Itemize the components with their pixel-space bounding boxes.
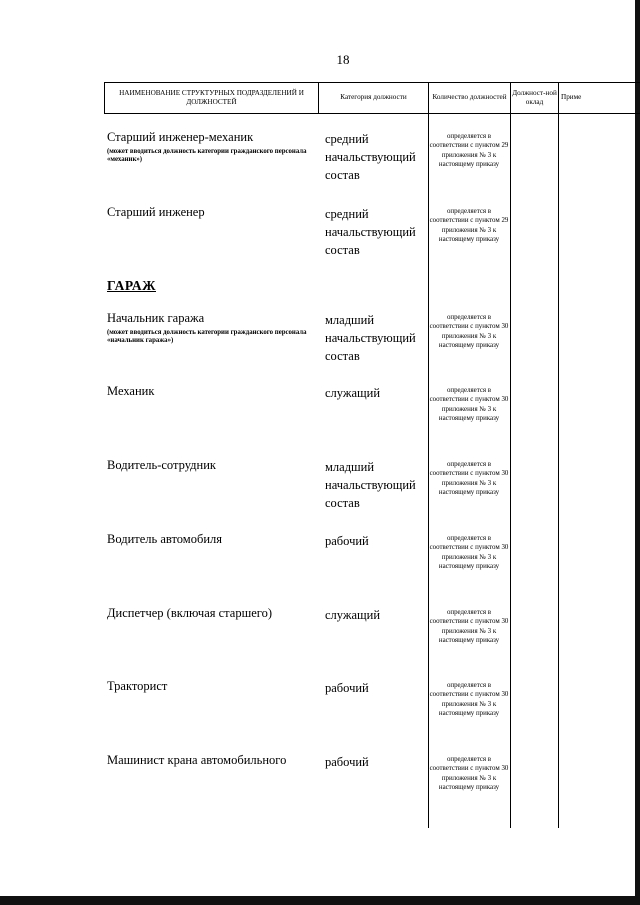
position-category: рабочий (325, 681, 369, 695)
position-category: рабочий (325, 534, 369, 548)
position-title: Старший инженер-механик (107, 130, 254, 144)
position-name (107, 458, 319, 474)
position-quantity: определяется в соответствии с пунктом 29 приложения № 3 к настоящему приказу (429, 133, 509, 168)
position-name (107, 753, 319, 769)
position-title: Старший инженер (107, 205, 205, 219)
scan-edge-bottom (0, 896, 640, 905)
position-category: младший начальствующий состав (325, 460, 416, 511)
position-title: Диспетчер (включая старшего) (107, 606, 272, 620)
position-quantity: определяется в соответствии с пунктом 30 приложения № 3 к настоящему приказу (429, 387, 509, 422)
position-category: служащий (325, 386, 381, 400)
header-quantity: Количество должностей (432, 93, 507, 102)
header-salary: Должност-ной оклад (512, 88, 557, 106)
position-title: Водитель автомобиля (107, 532, 222, 546)
col-divider-left (104, 82, 105, 114)
position-title: Начальник гаража (107, 311, 205, 325)
position-quantity: определяется в соответствии с пунктом 29 приложения № 3 к настоящему приказу (429, 208, 509, 243)
section-title: ГАРАЖ (107, 278, 156, 293)
header-notes: Приме (561, 93, 582, 102)
position-category: рабочий (325, 755, 369, 769)
header-name: НАИМЕНОВАНИЕ СТРУКТУРНЫХ ПОДРАЗДЕЛЕНИЙ И ДОЛЖНОСТЕЙ (119, 88, 304, 106)
position-note: (может вводиться должность категории гражданского персонала «механик») (107, 147, 307, 164)
position-category: средний начальствующий состав (325, 207, 416, 258)
position-title: Машинист крана автомобильного (107, 753, 287, 767)
position-name (107, 384, 319, 400)
position-title: Тракторист (107, 679, 168, 693)
position-note: (может вводиться должность категории гражданского персонала «начальник гаража») (107, 328, 307, 345)
position-category: служащий (325, 608, 381, 622)
position-category: средний начальствующий состав (325, 132, 416, 183)
position-quantity: определяется в соответствии с пунктом 30 приложения № 3 к настоящему приказу (429, 461, 509, 496)
position-name (107, 130, 319, 165)
position-name (107, 532, 319, 548)
position-title: Механик (107, 384, 155, 398)
position-name (107, 679, 319, 695)
position-quantity: определяется в соответствии с пунктом 30 приложения № 3 к настоящему приказу (429, 609, 509, 644)
position-quantity: определяется в соответствии с пунктом 30 приложения № 3 к настоящему приказу (429, 756, 509, 791)
position-quantity: определяется в соответствии с пунктом 30 приложения № 3 к настоящему приказу (429, 682, 509, 717)
position-name (107, 606, 319, 622)
header-category: Категория должности (340, 93, 407, 102)
position-title: Водитель-сотрудник (107, 458, 216, 472)
position-quantity: определяется в соответствии с пунктом 30 приложения № 3 к настоящему приказу (429, 535, 509, 570)
col-divider-salary (558, 82, 559, 828)
page-number: 18 (336, 52, 350, 67)
position-category: младший начальствующий состав (325, 313, 416, 364)
header-bottom-border (104, 113, 640, 114)
position-quantity: определяется в соответствии с пунктом 30 приложения № 3 к настоящему приказу (429, 314, 509, 349)
col-divider-quantity (510, 82, 511, 828)
position-name (107, 205, 319, 221)
staff-table (104, 82, 640, 828)
position-name (107, 311, 319, 346)
